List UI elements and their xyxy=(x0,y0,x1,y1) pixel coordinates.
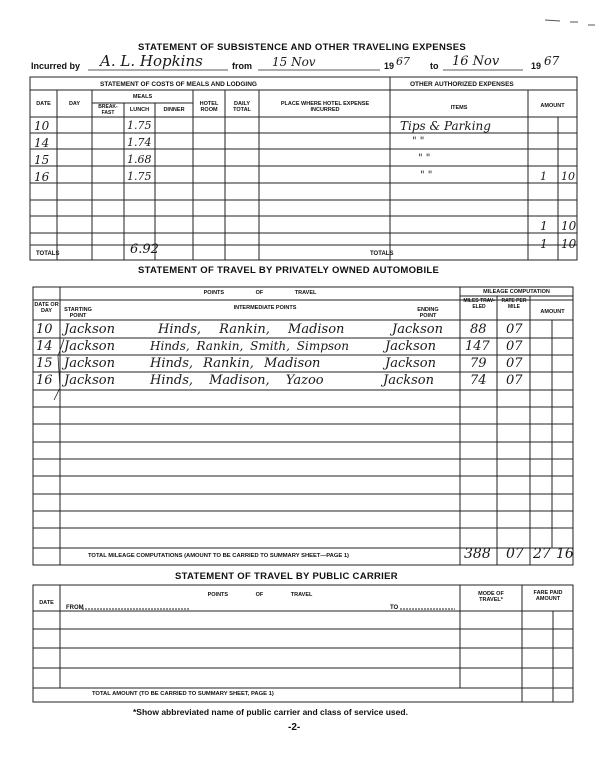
auto-row-intermediate: Hinds, Rankin, Madison xyxy=(158,322,345,337)
incurred-by-value: A. L. Hopkins xyxy=(100,52,203,70)
auto-row-miles: 79 xyxy=(470,356,487,371)
lunch-total: 6.92 xyxy=(130,242,159,257)
year-2-suffix: 67 xyxy=(544,54,560,68)
starting-point-header: STARTING POINT xyxy=(64,307,92,319)
mileage-total-label: TOTAL MILEAGE COMPUTATIONS (AMOUNT TO BE CARRIED TO SUMMARY SHEET—PAGE 1) xyxy=(88,553,349,559)
rate-per-mile-header: RATE PER MILE xyxy=(501,298,527,310)
auto-row-end: Jackson xyxy=(392,322,443,337)
auto-row-miles: 147 xyxy=(465,339,490,354)
to-date: 16 Nov xyxy=(452,54,500,69)
auto-row-intermediate: Hinds, Rankin, Smith, Simpson xyxy=(150,339,350,353)
meals-day-header: DAY xyxy=(68,101,81,107)
auto-row-rate: 07 xyxy=(506,356,523,371)
carrier-from-label: FROM xyxy=(66,605,84,611)
auto-row-end: Jackson xyxy=(385,356,436,371)
carrier-points-header: POINTS OF TRAVEL xyxy=(207,592,313,598)
other-section-title: OTHER AUTHORIZED EXPENSES xyxy=(410,81,514,88)
auto-row-start: Jackson xyxy=(64,322,115,337)
meal-row-lunch: 1.68 xyxy=(127,153,152,166)
carrier-section-title: STATEMENT OF TRAVEL BY PUBLIC CARRIER xyxy=(175,571,398,582)
other-subtotal-dollars: 1 xyxy=(540,219,548,233)
carrier-date-header: DATE xyxy=(39,600,54,606)
other-total-cents: 10 xyxy=(561,237,577,251)
other-item: Tips & Parking xyxy=(400,119,491,133)
intermediate-points-header: INTERMEDIATE POINTS xyxy=(233,305,297,311)
auto-row-end: Jackson xyxy=(383,373,434,388)
fare-paid-header: FARE PAID AMOUNT xyxy=(533,590,563,602)
dinner-header: DINNER xyxy=(163,107,185,113)
other-item: " " xyxy=(412,136,425,147)
page-number: -2- xyxy=(288,722,301,733)
from-date: 15 Nov xyxy=(272,55,316,69)
auto-row-rate: 07 xyxy=(506,373,523,388)
meal-row-lunch: 1.75 xyxy=(127,170,152,183)
auto-row-miles: 74 xyxy=(470,373,487,388)
meals-header: MEALS xyxy=(132,94,153,100)
year-1-prefix: 19 xyxy=(384,61,395,71)
meals-date-header: DATE xyxy=(36,101,51,107)
total-miles: 388 xyxy=(464,546,491,562)
meals-totals-label: TOTALS xyxy=(36,251,60,257)
auto-row-rate: 07 xyxy=(506,322,523,337)
meal-row-lunch: 1.75 xyxy=(127,119,152,132)
other-amount-dollars: 1 xyxy=(540,170,547,183)
other-totals-label: TOTALS xyxy=(370,251,394,257)
year-1-suffix: 67 xyxy=(396,55,410,68)
items-header: ITEMS xyxy=(450,105,468,111)
carrier-to-label: TO xyxy=(390,605,399,611)
other-subtotal-cents: 10 xyxy=(561,219,577,233)
ending-point-header: ENDING POINT xyxy=(417,307,439,319)
amount-header: AMOUNT xyxy=(540,103,565,109)
meal-row-lunch: 1.74 xyxy=(127,136,152,149)
auto-date-header: DATE OR DAY xyxy=(34,302,59,314)
daily-total-header: DAILY TOTAL xyxy=(233,101,251,113)
mileage-computation-header: MILEAGE COMPUTATION xyxy=(483,289,550,295)
place-header: PLACE WHERE HOTEL EXPENSE INCURRED xyxy=(280,101,370,113)
miles-traveled-header: MILES TRAV-ELED xyxy=(463,298,495,310)
points-of-travel-header: POINTS OF TRAVEL xyxy=(203,290,317,296)
auto-row-intermediate: Hinds, Rankin, Madison xyxy=(150,356,321,371)
auto-row-end: Jackson xyxy=(385,339,436,354)
other-item: " " xyxy=(418,153,431,164)
auto-row-start: Jackson xyxy=(64,373,115,388)
total-dollars: 27 xyxy=(533,546,551,562)
from-label: from xyxy=(232,61,252,71)
incurred-by-label: Incurred by xyxy=(31,61,81,71)
to-label: to xyxy=(430,61,439,71)
breakfast-header: BREAK-FAST xyxy=(98,104,118,116)
lunch-header: LUNCH xyxy=(129,107,150,113)
other-item: " " xyxy=(420,170,433,181)
auto-row-start: Jackson xyxy=(64,356,115,371)
auto-amount-header: AMOUNT xyxy=(540,309,565,315)
meal-row-date: 16 xyxy=(34,170,50,184)
other-amount-cents: 10 xyxy=(561,170,575,183)
auto-row-day: 16 xyxy=(36,373,53,388)
year-2-prefix: 19 xyxy=(531,61,542,71)
form-title: STATEMENT OF SUBSISTENCE AND OTHER TRAVELING EXPENSES xyxy=(138,42,467,53)
carrier-total-label: TOTAL AMOUNT (TO BE CARRIED TO SUMMARY SHEET, PAGE 1) xyxy=(92,691,274,697)
auto-row-miles: 88 xyxy=(470,322,487,337)
mode-of-travel-header: MODE OF TRAVEL* xyxy=(478,591,504,603)
hotel-room-header: HOTEL ROOM xyxy=(199,101,219,113)
meal-row-date: 14 xyxy=(34,136,50,150)
auto-row-day: 14 xyxy=(36,339,53,354)
auto-section-title: STATEMENT OF TRAVEL BY PRIVATELY OWNED AUTOMOBILE xyxy=(138,265,440,276)
meal-row-date: 10 xyxy=(34,119,50,133)
auto-row-day: 15 xyxy=(36,356,53,371)
auto-row-rate: 07 xyxy=(506,339,523,354)
other-total-dollars: 1 xyxy=(540,237,548,251)
total-cents: 16 xyxy=(556,546,574,562)
auto-row-intermediate: Hinds, Madison, Yazoo xyxy=(150,373,324,388)
footnote: *Show abbreviated name of public carrier and class of service used. xyxy=(133,707,408,717)
auto-row-day: 10 xyxy=(36,322,53,337)
meals-section-title: STATEMENT OF COSTS OF MEALS AND LODGING xyxy=(100,81,257,88)
auto-row-start: Jackson xyxy=(64,339,115,354)
meal-row-date: 15 xyxy=(34,153,50,167)
total-rate: 07 xyxy=(506,546,524,562)
